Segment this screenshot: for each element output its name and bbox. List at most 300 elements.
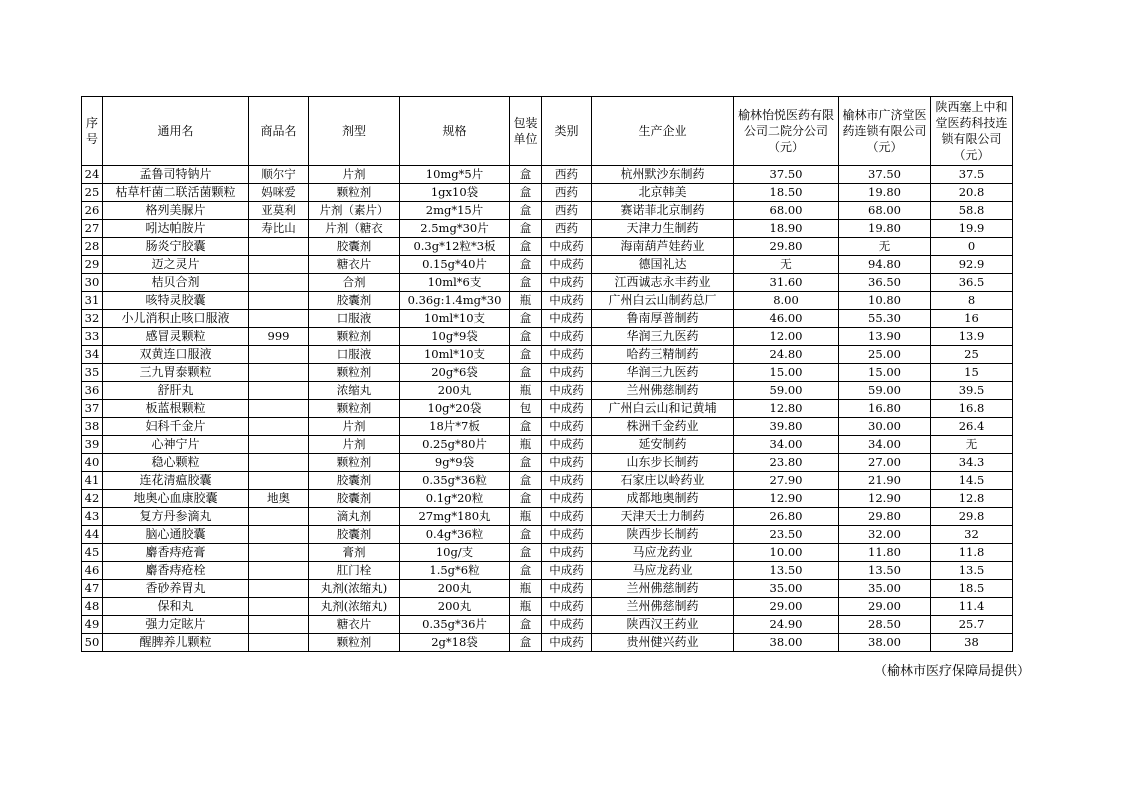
cell-price-guangjitang: 28.50	[839, 616, 931, 634]
cell-spec: 0.15g*40片	[400, 256, 510, 274]
cell-seq: 36	[82, 382, 103, 400]
cell-manufacturer: 广州白云山制药总厂	[592, 292, 734, 310]
cell-price-zhonghetang: 无	[931, 436, 1013, 454]
cell-seq: 38	[82, 418, 103, 436]
cell-dosage-form: 片剂（糖衣	[309, 220, 400, 238]
table-row	[82, 544, 1013, 562]
cell-price-guangjitang: 11.80	[839, 544, 931, 562]
table-row	[82, 310, 1013, 328]
cell-price-guangjitang: 37.50	[839, 166, 931, 184]
cell-spec: 10g*20袋	[400, 400, 510, 418]
cell-generic-name: 感冒灵颗粒	[103, 328, 249, 346]
cell-price-guangjitang: 16.80	[839, 400, 931, 418]
cell-unit: 盒	[510, 364, 542, 382]
cell-price-yiyue: 23.80	[734, 454, 839, 472]
table-row	[82, 634, 1013, 652]
cell-price-guangjitang: 13.90	[839, 328, 931, 346]
cell-seq: 42	[82, 490, 103, 508]
cell-generic-name: 咳特灵胶囊	[103, 292, 249, 310]
cell-brand-name	[249, 400, 309, 418]
cell-spec: 10ml*6支	[400, 274, 510, 292]
cell-category: 中成药	[542, 526, 592, 544]
table-row	[82, 292, 1013, 310]
cell-spec: 10mg*5片	[400, 166, 510, 184]
cell-unit: 盒	[510, 346, 542, 364]
cell-spec: 20g*6袋	[400, 364, 510, 382]
cell-unit: 盒	[510, 166, 542, 184]
cell-price-yiyue: 37.50	[734, 166, 839, 184]
cell-price-zhonghetang: 92.9	[931, 256, 1013, 274]
cell-dosage-form: 胶囊剂	[309, 238, 400, 256]
cell-dosage-form: 片剂（素片）	[309, 202, 400, 220]
cell-generic-name: 麝香痔疮膏	[103, 544, 249, 562]
cell-price-yiyue: 68.00	[734, 202, 839, 220]
cell-manufacturer: 兰州佛慈制药	[592, 382, 734, 400]
cell-category: 中成药	[542, 616, 592, 634]
cell-unit: 盒	[510, 328, 542, 346]
cell-category: 中成药	[542, 346, 592, 364]
table-row	[82, 220, 1013, 238]
table-body	[82, 166, 1013, 652]
table-row	[82, 418, 1013, 436]
cell-price-zhonghetang: 14.5	[931, 472, 1013, 490]
cell-price-yiyue: 10.00	[734, 544, 839, 562]
cell-brand-name	[249, 562, 309, 580]
cell-price-zhonghetang: 37.5	[931, 166, 1013, 184]
cell-seq: 39	[82, 436, 103, 454]
cell-price-guangjitang: 27.00	[839, 454, 931, 472]
cell-price-yiyue: 12.80	[734, 400, 839, 418]
table-row	[82, 508, 1013, 526]
cell-seq: 43	[82, 508, 103, 526]
cell-seq: 48	[82, 598, 103, 616]
cell-unit: 盒	[510, 526, 542, 544]
cell-price-zhonghetang: 16.8	[931, 400, 1013, 418]
cell-manufacturer: 成都地奥制药	[592, 490, 734, 508]
cell-unit: 包	[510, 400, 542, 418]
cell-price-guangjitang: 94.80	[839, 256, 931, 274]
cell-dosage-form: 口服液	[309, 346, 400, 364]
cell-unit: 盒	[510, 418, 542, 436]
cell-spec: 1gx10袋	[400, 184, 510, 202]
cell-brand-name	[249, 544, 309, 562]
cell-manufacturer: 鲁南厚普制药	[592, 310, 734, 328]
cell-seq: 24	[82, 166, 103, 184]
cell-manufacturer: 山东步长制药	[592, 454, 734, 472]
header-dosage-form: 剂型	[309, 97, 400, 166]
cell-generic-name: 迈之灵片	[103, 256, 249, 274]
cell-price-guangjitang: 10.80	[839, 292, 931, 310]
cell-manufacturer: 天津天士力制药	[592, 508, 734, 526]
cell-price-yiyue: 18.50	[734, 184, 839, 202]
cell-price-guangjitang: 55.30	[839, 310, 931, 328]
cell-unit: 瓶	[510, 598, 542, 616]
cell-spec: 2.5mg*30片	[400, 220, 510, 238]
cell-unit: 盒	[510, 310, 542, 328]
cell-dosage-form: 口服液	[309, 310, 400, 328]
cell-seq: 37	[82, 400, 103, 418]
table-row	[82, 364, 1013, 382]
cell-price-guangjitang: 29.00	[839, 598, 931, 616]
cell-price-zhonghetang: 25	[931, 346, 1013, 364]
cell-seq: 29	[82, 256, 103, 274]
cell-dosage-form: 膏剂	[309, 544, 400, 562]
cell-price-yiyue: 26.80	[734, 508, 839, 526]
cell-spec: 0.1g*20粒	[400, 490, 510, 508]
cell-brand-name	[249, 346, 309, 364]
cell-price-yiyue: 31.60	[734, 274, 839, 292]
cell-price-guangjitang: 59.00	[839, 382, 931, 400]
cell-price-zhonghetang: 26.4	[931, 418, 1013, 436]
cell-category: 中成药	[542, 472, 592, 490]
cell-manufacturer: 兰州佛慈制药	[592, 580, 734, 598]
cell-seq: 45	[82, 544, 103, 562]
cell-seq: 40	[82, 454, 103, 472]
cell-category: 中成药	[542, 436, 592, 454]
cell-brand-name	[249, 580, 309, 598]
cell-manufacturer: 华润三九医药	[592, 328, 734, 346]
cell-dosage-form: 丸剂(浓缩丸)	[309, 598, 400, 616]
cell-unit: 盒	[510, 490, 542, 508]
cell-price-yiyue: 59.00	[734, 382, 839, 400]
header-spec: 规格	[400, 97, 510, 166]
cell-generic-name: 妇科千金片	[103, 418, 249, 436]
cell-brand-name	[249, 364, 309, 382]
cell-dosage-form: 颗粒剂	[309, 400, 400, 418]
cell-category: 中成药	[542, 310, 592, 328]
cell-brand-name	[249, 598, 309, 616]
cell-category: 西药	[542, 220, 592, 238]
cell-generic-name: 稳心颗粒	[103, 454, 249, 472]
table-header-row	[82, 97, 1013, 166]
cell-price-zhonghetang: 29.8	[931, 508, 1013, 526]
table-row	[82, 346, 1013, 364]
cell-category: 中成药	[542, 256, 592, 274]
cell-brand-name	[249, 256, 309, 274]
cell-seq: 28	[82, 238, 103, 256]
cell-seq: 26	[82, 202, 103, 220]
cell-generic-name: 地奥心血康胶囊	[103, 490, 249, 508]
cell-seq: 35	[82, 364, 103, 382]
cell-generic-name: 强力定眩片	[103, 616, 249, 634]
cell-price-guangjitang: 38.00	[839, 634, 931, 652]
source-footnote: （榆林市医疗保障局提供）	[873, 664, 1030, 679]
cell-category: 中成药	[542, 634, 592, 652]
cell-price-zhonghetang: 34.3	[931, 454, 1013, 472]
cell-price-zhonghetang: 15	[931, 364, 1013, 382]
cell-brand-name: 顺尔宁	[249, 166, 309, 184]
cell-manufacturer: 延安制药	[592, 436, 734, 454]
cell-generic-name: 脑心通胶囊	[103, 526, 249, 544]
cell-spec: 200丸	[400, 598, 510, 616]
cell-price-zhonghetang: 19.9	[931, 220, 1013, 238]
cell-price-yiyue: 24.80	[734, 346, 839, 364]
cell-category: 中成药	[542, 544, 592, 562]
cell-price-yiyue: 34.00	[734, 436, 839, 454]
cell-manufacturer: 哈药三精制药	[592, 346, 734, 364]
cell-dosage-form: 肛门栓	[309, 562, 400, 580]
cell-spec: 2g*18袋	[400, 634, 510, 652]
cell-generic-name: 连花清瘟胶囊	[103, 472, 249, 490]
cell-dosage-form: 颗粒剂	[309, 184, 400, 202]
cell-category: 中成药	[542, 580, 592, 598]
cell-dosage-form: 丸剂(浓缩丸)	[309, 580, 400, 598]
cell-dosage-form: 胶囊剂	[309, 526, 400, 544]
cell-price-yiyue: 46.00	[734, 310, 839, 328]
cell-manufacturer: 兰州佛慈制药	[592, 598, 734, 616]
cell-unit: 盒	[510, 220, 542, 238]
cell-seq: 25	[82, 184, 103, 202]
cell-dosage-form: 糖衣片	[309, 616, 400, 634]
cell-dosage-form: 颗粒剂	[309, 364, 400, 382]
cell-dosage-form: 滴丸剂	[309, 508, 400, 526]
cell-price-guangjitang: 25.00	[839, 346, 931, 364]
table-row	[82, 472, 1013, 490]
cell-price-zhonghetang: 38	[931, 634, 1013, 652]
cell-unit: 盒	[510, 274, 542, 292]
cell-price-zhonghetang: 58.8	[931, 202, 1013, 220]
cell-brand-name	[249, 436, 309, 454]
cell-price-yiyue: 15.00	[734, 364, 839, 382]
table-row	[82, 436, 1013, 454]
cell-price-guangjitang: 无	[839, 238, 931, 256]
table-row	[82, 274, 1013, 292]
table-row	[82, 598, 1013, 616]
cell-spec: 1.5g*6粒	[400, 562, 510, 580]
cell-seq: 32	[82, 310, 103, 328]
cell-price-zhonghetang: 32	[931, 526, 1013, 544]
cell-unit: 盒	[510, 472, 542, 490]
header-brand-name: 商品名	[249, 97, 309, 166]
cell-price-guangjitang: 19.80	[839, 220, 931, 238]
price-table-container	[81, 96, 1013, 652]
cell-generic-name: 三九胃泰颗粒	[103, 364, 249, 382]
cell-spec: 200丸	[400, 382, 510, 400]
cell-price-guangjitang: 13.50	[839, 562, 931, 580]
cell-brand-name	[249, 526, 309, 544]
cell-price-zhonghetang: 12.8	[931, 490, 1013, 508]
cell-price-zhonghetang: 39.5	[931, 382, 1013, 400]
cell-dosage-form: 片剂	[309, 166, 400, 184]
cell-price-guangjitang: 34.00	[839, 436, 931, 454]
cell-unit: 盒	[510, 616, 542, 634]
cell-manufacturer: 杭州默沙东制药	[592, 166, 734, 184]
cell-brand-name: 亚莫利	[249, 202, 309, 220]
cell-brand-name	[249, 472, 309, 490]
cell-spec: 27mg*180丸	[400, 508, 510, 526]
cell-generic-name: 格列美脲片	[103, 202, 249, 220]
table-row	[82, 562, 1013, 580]
cell-price-yiyue: 29.80	[734, 238, 839, 256]
cell-spec: 0.35g*36片	[400, 616, 510, 634]
cell-generic-name: 麝香痔疮栓	[103, 562, 249, 580]
cell-manufacturer: 陕西步长制药	[592, 526, 734, 544]
cell-category: 中成药	[542, 274, 592, 292]
table-row	[82, 382, 1013, 400]
cell-seq: 46	[82, 562, 103, 580]
cell-spec: 2mg*15片	[400, 202, 510, 220]
table-row	[82, 202, 1013, 220]
cell-manufacturer: 华润三九医药	[592, 364, 734, 382]
cell-price-yiyue: 29.00	[734, 598, 839, 616]
cell-dosage-form: 浓缩丸	[309, 382, 400, 400]
cell-price-zhonghetang: 25.7	[931, 616, 1013, 634]
cell-manufacturer: 贵州健兴药业	[592, 634, 734, 652]
table-row	[82, 328, 1013, 346]
cell-brand-name	[249, 292, 309, 310]
table-row	[82, 526, 1013, 544]
cell-generic-name: 香砂养胃丸	[103, 580, 249, 598]
cell-seq: 47	[82, 580, 103, 598]
cell-generic-name: 醒脾养儿颗粒	[103, 634, 249, 652]
cell-price-yiyue: 12.90	[734, 490, 839, 508]
cell-brand-name	[249, 454, 309, 472]
cell-spec: 10g*9袋	[400, 328, 510, 346]
cell-category: 中成药	[542, 400, 592, 418]
cell-generic-name: 舒肝丸	[103, 382, 249, 400]
cell-category: 中成药	[542, 418, 592, 436]
cell-dosage-form: 颗粒剂	[309, 634, 400, 652]
cell-unit: 瓶	[510, 292, 542, 310]
table-row	[82, 184, 1013, 202]
cell-category: 中成药	[542, 562, 592, 580]
cell-dosage-form: 颗粒剂	[309, 454, 400, 472]
table-row	[82, 256, 1013, 274]
cell-dosage-form: 胶囊剂	[309, 472, 400, 490]
header-unit: 包装单位	[510, 97, 542, 166]
cell-unit: 瓶	[510, 436, 542, 454]
cell-spec: 0.4g*36粒	[400, 526, 510, 544]
cell-price-zhonghetang: 36.5	[931, 274, 1013, 292]
cell-generic-name: 保和丸	[103, 598, 249, 616]
table-row	[82, 616, 1013, 634]
cell-seq: 49	[82, 616, 103, 634]
cell-category: 中成药	[542, 598, 592, 616]
header-price-yiyue: 榆林怡悦医药有限公司二院分公司（元）	[734, 97, 839, 166]
cell-category: 中成药	[542, 328, 592, 346]
cell-price-guangjitang: 32.00	[839, 526, 931, 544]
cell-price-zhonghetang: 8	[931, 292, 1013, 310]
header-category: 类别	[542, 97, 592, 166]
cell-price-yiyue: 13.50	[734, 562, 839, 580]
cell-spec: 18片*7板	[400, 418, 510, 436]
cell-category: 西药	[542, 184, 592, 202]
table-row	[82, 454, 1013, 472]
cell-brand-name	[249, 310, 309, 328]
cell-price-yiyue: 39.80	[734, 418, 839, 436]
cell-price-yiyue: 27.90	[734, 472, 839, 490]
cell-brand-name: 999	[249, 328, 309, 346]
cell-price-yiyue: 12.00	[734, 328, 839, 346]
cell-unit: 盒	[510, 184, 542, 202]
cell-manufacturer: 德国礼达	[592, 256, 734, 274]
cell-manufacturer: 广州白云山和记黄埔	[592, 400, 734, 418]
header-price-guangjitang: 榆林市广济堂医药连锁有限公司（元）	[839, 97, 931, 166]
cell-dosage-form: 糖衣片	[309, 256, 400, 274]
cell-dosage-form: 片剂	[309, 418, 400, 436]
cell-price-yiyue: 24.90	[734, 616, 839, 634]
drug-price-table	[81, 96, 1013, 652]
cell-manufacturer: 陕西汉王药业	[592, 616, 734, 634]
cell-price-yiyue: 8.00	[734, 292, 839, 310]
table-row	[82, 166, 1013, 184]
cell-category: 中成药	[542, 382, 592, 400]
cell-brand-name	[249, 616, 309, 634]
cell-brand-name	[249, 418, 309, 436]
table-row	[82, 400, 1013, 418]
cell-brand-name: 妈咪爱	[249, 184, 309, 202]
cell-price-guangjitang: 35.00	[839, 580, 931, 598]
cell-brand-name	[249, 508, 309, 526]
cell-spec: 0.35g*36粒	[400, 472, 510, 490]
cell-seq: 33	[82, 328, 103, 346]
cell-spec: 10ml*10支	[400, 310, 510, 328]
cell-manufacturer: 江西诚志永丰药业	[592, 274, 734, 292]
cell-dosage-form: 片剂	[309, 436, 400, 454]
cell-price-zhonghetang: 20.8	[931, 184, 1013, 202]
cell-spec: 200丸	[400, 580, 510, 598]
cell-seq: 41	[82, 472, 103, 490]
cell-category: 中成药	[542, 490, 592, 508]
cell-price-zhonghetang: 13.9	[931, 328, 1013, 346]
cell-price-zhonghetang: 11.8	[931, 544, 1013, 562]
cell-category: 中成药	[542, 292, 592, 310]
cell-price-guangjitang: 29.80	[839, 508, 931, 526]
cell-manufacturer: 赛诺菲北京制药	[592, 202, 734, 220]
cell-generic-name: 桔贝合剂	[103, 274, 249, 292]
header-manufacturer: 生产企业	[592, 97, 734, 166]
cell-price-yiyue: 38.00	[734, 634, 839, 652]
cell-price-guangjitang: 68.00	[839, 202, 931, 220]
cell-seq: 27	[82, 220, 103, 238]
cell-seq: 34	[82, 346, 103, 364]
cell-category: 中成药	[542, 454, 592, 472]
cell-generic-name: 复方丹参滴丸	[103, 508, 249, 526]
cell-price-yiyue: 35.00	[734, 580, 839, 598]
cell-price-yiyue: 无	[734, 256, 839, 274]
cell-seq: 44	[82, 526, 103, 544]
cell-dosage-form: 胶囊剂	[309, 292, 400, 310]
cell-generic-name: 孟鲁司特钠片	[103, 166, 249, 184]
cell-seq: 50	[82, 634, 103, 652]
cell-unit: 盒	[510, 256, 542, 274]
cell-generic-name: 心神宁片	[103, 436, 249, 454]
cell-brand-name	[249, 634, 309, 652]
cell-spec: 10ml*10支	[400, 346, 510, 364]
cell-unit: 盒	[510, 562, 542, 580]
cell-manufacturer: 海南葫芦娃药业	[592, 238, 734, 256]
cell-price-zhonghetang: 18.5	[931, 580, 1013, 598]
cell-price-guangjitang: 19.80	[839, 184, 931, 202]
cell-price-yiyue: 18.90	[734, 220, 839, 238]
cell-unit: 瓶	[510, 382, 542, 400]
cell-generic-name: 板蓝根颗粒	[103, 400, 249, 418]
cell-unit: 盒	[510, 544, 542, 562]
cell-generic-name: 枯草杆菌二联活菌颗粒	[103, 184, 249, 202]
cell-manufacturer: 北京韩美	[592, 184, 734, 202]
cell-seq: 31	[82, 292, 103, 310]
cell-price-zhonghetang: 13.5	[931, 562, 1013, 580]
cell-dosage-form: 胶囊剂	[309, 490, 400, 508]
cell-spec: 9g*9袋	[400, 454, 510, 472]
cell-unit: 盒	[510, 454, 542, 472]
cell-unit: 盒	[510, 238, 542, 256]
header-seq: 序号	[82, 97, 103, 166]
cell-dosage-form: 颗粒剂	[309, 328, 400, 346]
cell-price-guangjitang: 12.90	[839, 490, 931, 508]
cell-price-guangjitang: 30.00	[839, 418, 931, 436]
cell-category: 中成药	[542, 508, 592, 526]
